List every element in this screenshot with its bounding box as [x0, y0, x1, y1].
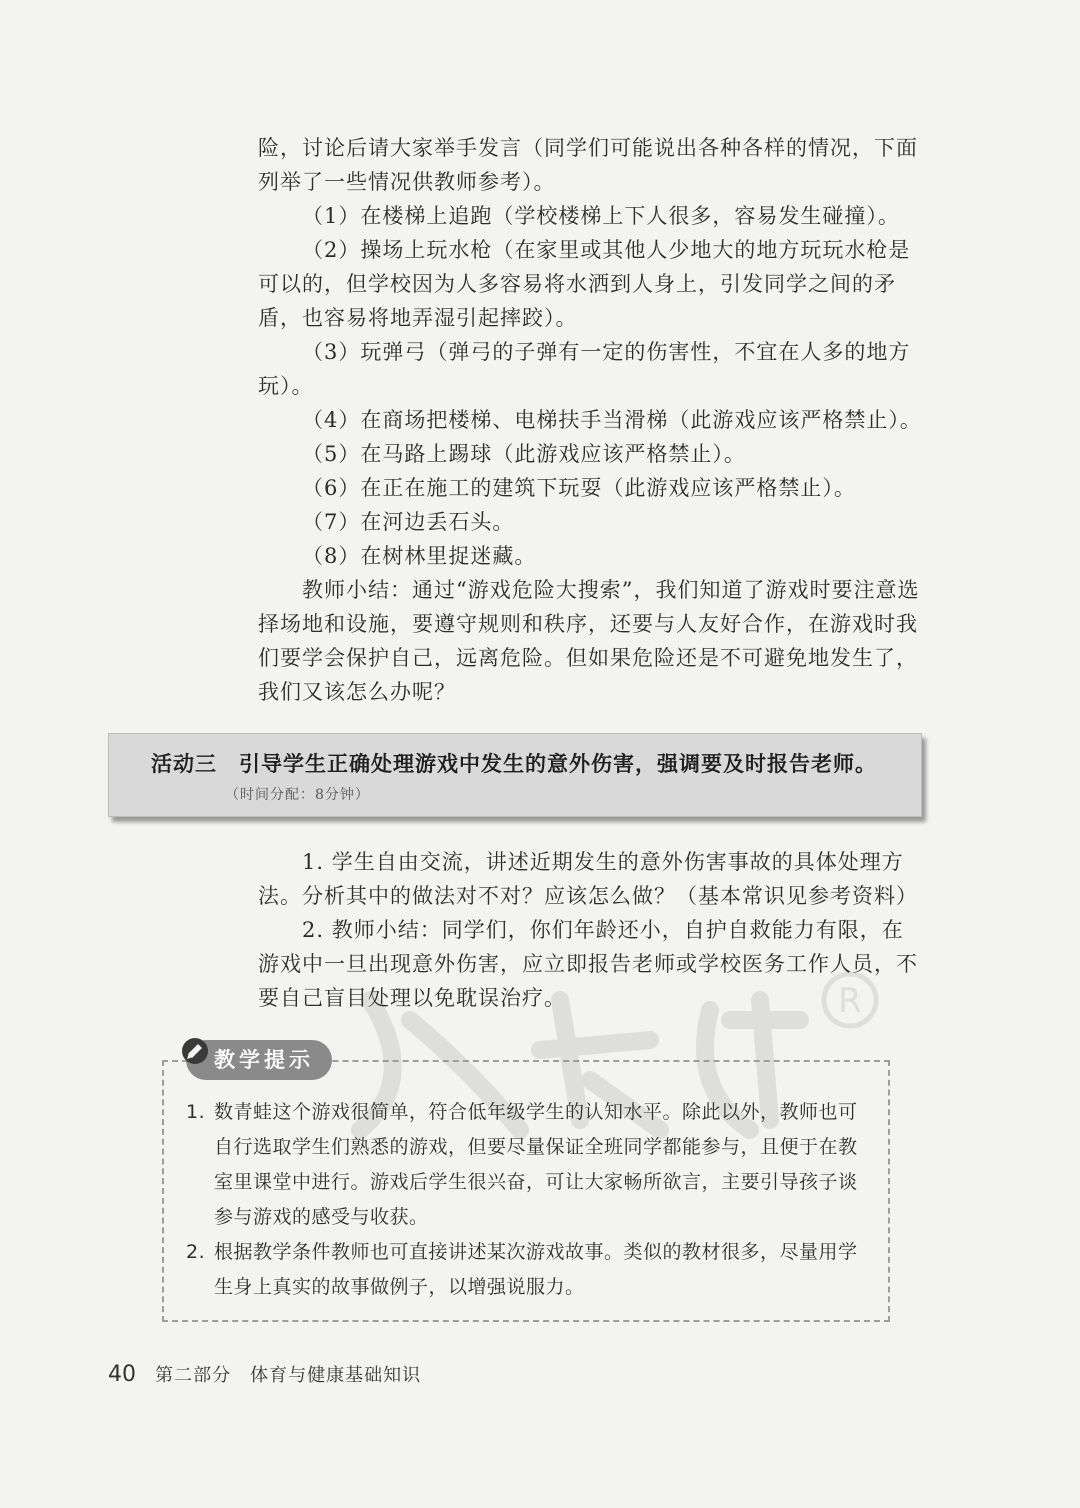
teaching-tips-heading: 教学提示: [214, 1048, 314, 1072]
teacher-summary: 教师小结：通过“游戏危险大搜索”，我们知道了游戏时要注意选择场地和设施，要遵守规则和秩序，还要与人友好合作，在游戏时我们要学会保护自己，远离危险。但如果危险还是不可避免地发生了，我们又该怎么办呢？: [258, 578, 920, 704]
list-item: （6）在正在施工的建筑下玩耍（此游戏应该严格禁止）。: [302, 476, 856, 500]
tip-item: [186, 1095, 868, 1235]
pen-icon: [180, 1036, 210, 1066]
list-item: （2）操场上玩水枪（在家里或其他人少地大的地方玩玩水枪是可以的，但学校因为人多容易将水洒到人身上，引发同学之间的矛盾，也容易将地弄湿引起摔跤）。: [258, 238, 911, 330]
activity-label: 活动三: [151, 752, 217, 776]
page-number: 40: [108, 1362, 136, 1387]
activity-title: 引导学生正确处理游戏中发生的意外伤害，强调要及时报告老师。: [239, 752, 877, 776]
page-footer: [108, 1361, 421, 1387]
time-allocation: （时间分配：8分钟）: [225, 787, 370, 803]
tip-text: 数青蛙这个游戏很简单，符合低年级学生的认知水平。除此以外，教师也可自行选取学生们熟悉的游戏，但要尽量保证全班同学都能参与，且便于在教室里课堂中进行。游戏后学生很兴奋，可让大家畅所欲言，主要引导孩子谈参与游戏的感受与收获。: [214, 1101, 858, 1228]
list-item: （7）在河边丢石头。: [302, 510, 515, 534]
intro-paragraph: 险，讨论后请大家举手发言（同学们可能说出各种各样的情况，下面列举了一些情况供教师参考）。: [258, 136, 918, 194]
tip-text: 根据教学条件教师也可直接讲述某次游戏故事。类似的教材很多，尽量用学生身上真实的故事做例子，以增强说服力。: [214, 1241, 858, 1298]
step-item: 2. 教师小结：同学们，你们年龄还小，自护自救能力有限，在游戏中一旦出现意外伤害，应立即报告老师或学校医务工作人员，不要自己盲目处理以免耽误治疗。: [258, 918, 918, 1010]
list-item: （4）在商场把楼梯、电梯扶手当滑梯（此游戏应该严格禁止）。: [302, 408, 922, 432]
tip-number: 1.: [186, 1101, 206, 1123]
tip-item: [186, 1235, 868, 1305]
list-item: （3）玩弹弓（弹弓的子弹有一定的伤害性，不宜在人多的地方玩）。: [258, 340, 911, 398]
activity-title-line: [151, 748, 877, 778]
list-item: （1）在楼梯上追跑（学校楼梯上下人很多，容易发生碰撞）。: [302, 204, 900, 228]
step-item: 1. 学生自由交流，讲述近期发生的意外伤害事故的具体处理方法。分析其中的做法对不对？应该怎么做？（基本常识见参考资料）: [258, 850, 918, 908]
activity-header-box: [108, 733, 922, 817]
section-title: 第二部分 体育与健康基础知识: [155, 1365, 422, 1386]
tip-number: 2.: [186, 1241, 206, 1263]
svg-text:R: R: [838, 981, 862, 1021]
list-item: （5）在马路上踢球（此游戏应该严格禁止）。: [302, 442, 746, 466]
list-item: （8）在树林里捉迷藏。: [302, 544, 537, 568]
